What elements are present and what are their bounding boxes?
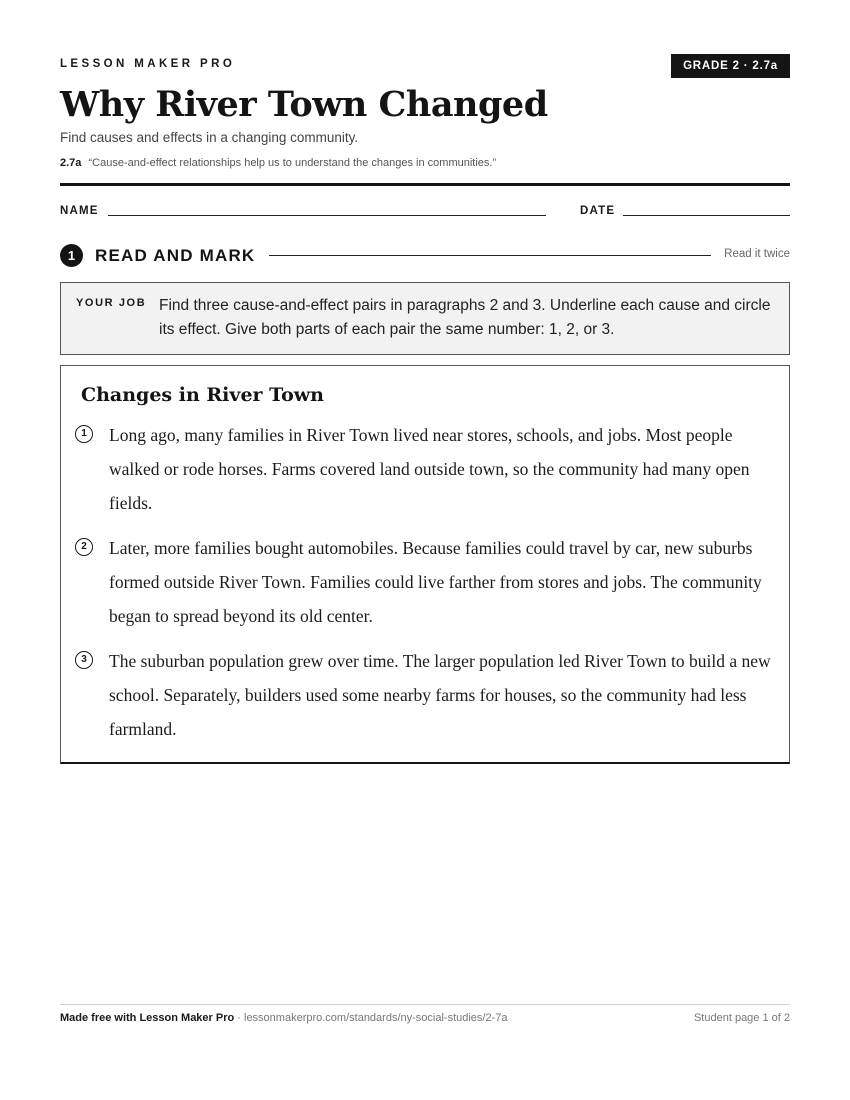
name-field[interactable] bbox=[108, 215, 546, 216]
paragraph-text: Later, more families bought automobiles. Because families could travel by car, new suburbs formed outside River Town. Families could live farther from stores and jobs. The community began to spread beyond its old center. bbox=[109, 538, 762, 626]
standard-code: 2.7a bbox=[60, 157, 82, 169]
page-subtitle: Find causes and effects in a changing community. bbox=[60, 130, 359, 145]
date-field[interactable] bbox=[623, 215, 790, 216]
footer-divider bbox=[60, 1004, 790, 1005]
footer-page-number: Student page 1 of 2 bbox=[693, 1012, 790, 1024]
paragraph-text: Long ago, many families in River Town lived near stores, schools, and jobs. Most people walked or rode horses. Farms covered land outside town, so the community had many open fields. bbox=[109, 425, 750, 513]
section-number-badge: 1 bbox=[60, 244, 83, 267]
section-title: READ AND MARK bbox=[95, 246, 256, 265]
paragraph-text: The suburban population grew over time. The larger population led River Town to build a new school. Separately, builders used some nearby farms for houses, so the community had less farmland. bbox=[109, 651, 771, 739]
standard-line bbox=[60, 157, 496, 169]
section-note: Read it twice bbox=[724, 248, 790, 260]
footer-url[interactable]: · lessonmakerpro.com/standards/ny-social-studies/2-7a bbox=[234, 1012, 508, 1024]
brand-name: LESSON MAKER PRO bbox=[60, 58, 236, 70]
name-label: NAME bbox=[60, 205, 99, 217]
footer-made-with: Made free with Lesson Maker Pro bbox=[60, 1012, 235, 1024]
paragraph-number: 3 bbox=[75, 651, 93, 669]
reading-passage bbox=[60, 365, 790, 764]
standard-text: “Cause-and-effect relationships help us to understand the changes in communities.” bbox=[88, 157, 497, 169]
header-divider bbox=[60, 183, 790, 186]
paragraph-number: 1 bbox=[75, 425, 93, 443]
grade-badge: GRADE 2 · 2.7a bbox=[671, 54, 790, 78]
worksheet-page bbox=[60, 0, 790, 1100]
date-label: DATE bbox=[580, 205, 616, 217]
page-title: Why River Town Changed bbox=[60, 84, 548, 125]
instructions-label: YOUR JOB bbox=[76, 297, 147, 309]
instructions-box bbox=[60, 282, 790, 355]
paragraph-number: 2 bbox=[75, 538, 93, 556]
instructions-text: Find three cause-and-effect pairs in paragraphs 2 and 3. Underline each cause and circle its effect. Give both parts of each pair the same number: 1, 2, or 3. bbox=[159, 297, 771, 338]
section-divider bbox=[269, 255, 711, 256]
passage-title: Changes in River Town bbox=[81, 384, 324, 406]
footer-credit bbox=[60, 1012, 508, 1024]
